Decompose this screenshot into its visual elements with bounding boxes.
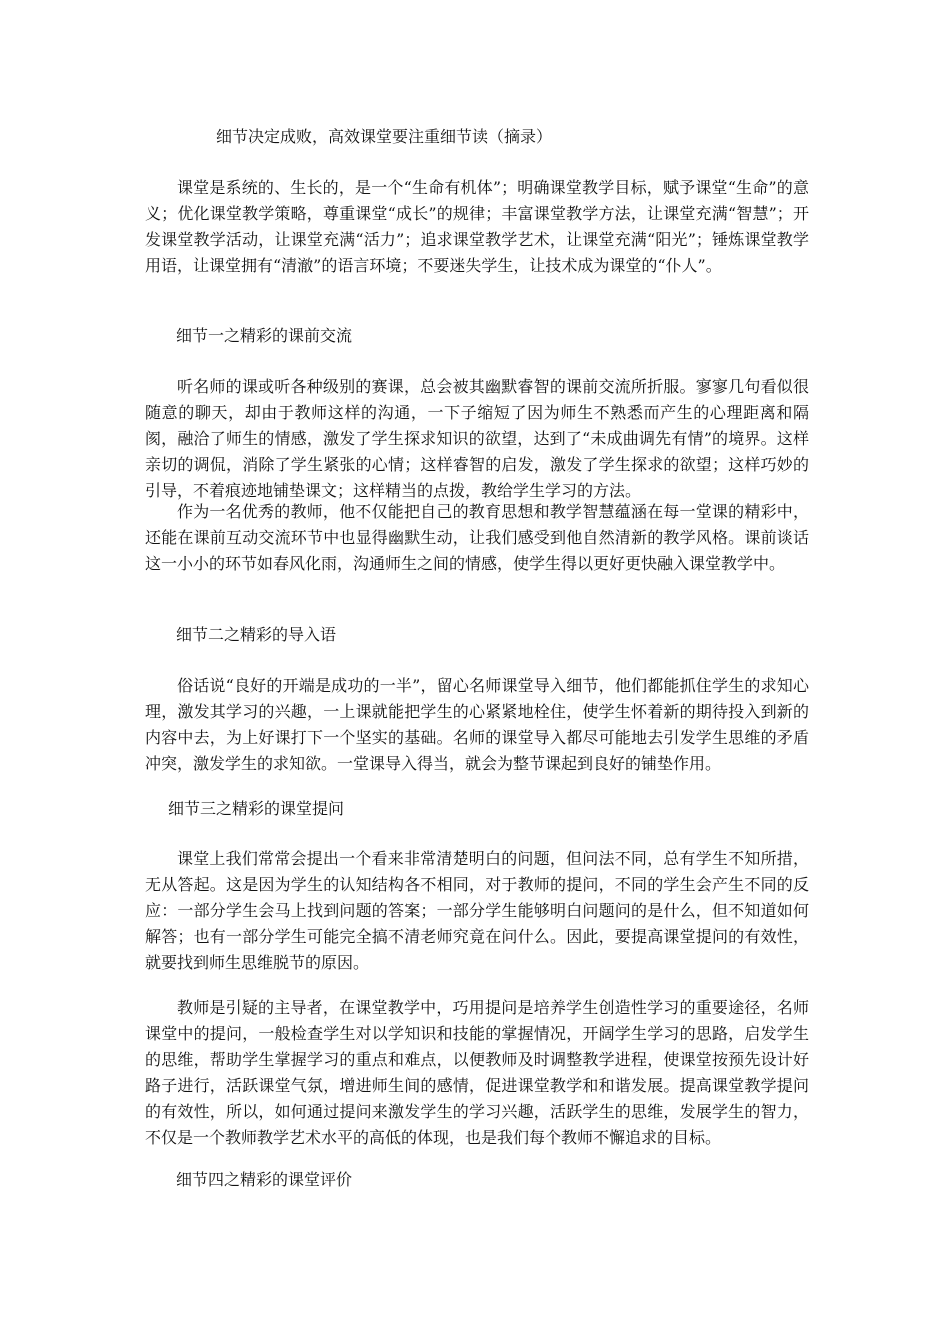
section-heading-2: 细节二之精彩的导入语 [176,625,337,644]
section-3-paragraph-2: 教师是引疑的主导者，在课堂教学中，巧用提问是培养学生创造性学习的重要途径，名师课堂中的提问，一般检查学生对以学知识和技能的掌握情况，开阔学生学习的思路，启发学生的思维，帮助学生掌握学习的重点和难点，以便教师及时调整教学进程，使课堂按预先设计好路子进行，活跃课堂气氛，增进师生间的感情，促进课堂教学和和谐发展。提高课堂教学提问的有效性，所以，如何通过提问来激发学生的学习兴趣，活跃学生的思维，发展学生的智力，不仅是一个教师教学艺术水平的高低的体现，也是我们每个教师不懈追求的目标。 [145,998,809,1147]
section-heading-4: 细节四之精彩的课堂评价 [176,1170,353,1189]
section-1-paragraph-1: 听名师的课或听各种级别的赛课，总会被其幽默睿智的课前交流所折服。寥寥几句看似很随意的聊天，却由于教师这样的沟通，一下子缩短了因为师生不熟悉而产生的心理距离和隔阂，融洽了师生的情感，激发了学生探求知识的欲望，达到了“未成曲调先有情”的境界。这样亲切的调侃，消除了学生紧张的心情；这样睿智的启发，激发了学生探求的欲望；这样巧妙的引导，不着痕迹地铺垫课文；这样精当的点拨，教给学生学习的方法。 [145,377,809,500]
intro-paragraph: 课堂是系统的、生长的，是一个“生命有机体”；明确课堂教学目标，赋予课堂“生命”的意义；优化课堂教学策略，尊重课堂“成长”的规律；丰富课堂教学方法，让课堂充满“智慧”；开发课堂教学活动，让课堂充满“活力”；追求课堂教学艺术，让课堂充满“阳光”；锤炼课堂教学用语，让课堂拥有“清澈”的语言环境；不要迷失学生，让技术成为课堂的“仆人”。 [145,178,809,275]
section-1-paragraph-2: 作为一名优秀的教师，他不仅能把自己的教育思想和教学智慧蕴涵在每一堂课的精彩中，还能在课前互动交流环节中也显得幽默生动，让我们感受到他自然清新的教学风格。课前谈话这一小小的环节如春风化雨，沟通师生之间的情感，使学生得以更好更快融入课堂教学中。 [145,502,809,573]
section-heading-1: 细节一之精彩的课前交流 [176,326,353,345]
section-3-paragraph-1: 课堂上我们常常会提出一个看来非常清楚明白的问题，但问法不同，总有学生不知所措，无从答起。这是因为学生的认知结构各不相同，对于教师的提问，不同的学生会产生不同的反应：一部分学生会马上找到问题的答案；一部分学生能够明白问题问的是什么，但不知道如何解答；也有一部分学生可能完全搞不清老师究竟在问什么。因此，要提高课堂提问的有效性，就要找到师生思维脱节的原因。 [145,849,809,972]
document-title: 细节决定成败，高效课堂要注重细节读（摘录） [216,127,553,146]
section-heading-3: 细节三之精彩的课堂提问 [168,799,345,818]
section-2-paragraph-1: 俗话说“良好的开端是成功的一半”，留心名师课堂导入细节，他们都能抓住学生的求知心理，激发其学习的兴趣，一上课就能把学生的心紧紧地栓住，使学生怀着新的期待投入到新的内容中去，为上好课打下一个坚实的基础。名师的课堂导入都尽可能地去引发学生思维的矛盾冲突，激发学生的求知欲。一堂课导入得当，就会为整节课起到良好的铺垫作用。 [145,676,809,773]
